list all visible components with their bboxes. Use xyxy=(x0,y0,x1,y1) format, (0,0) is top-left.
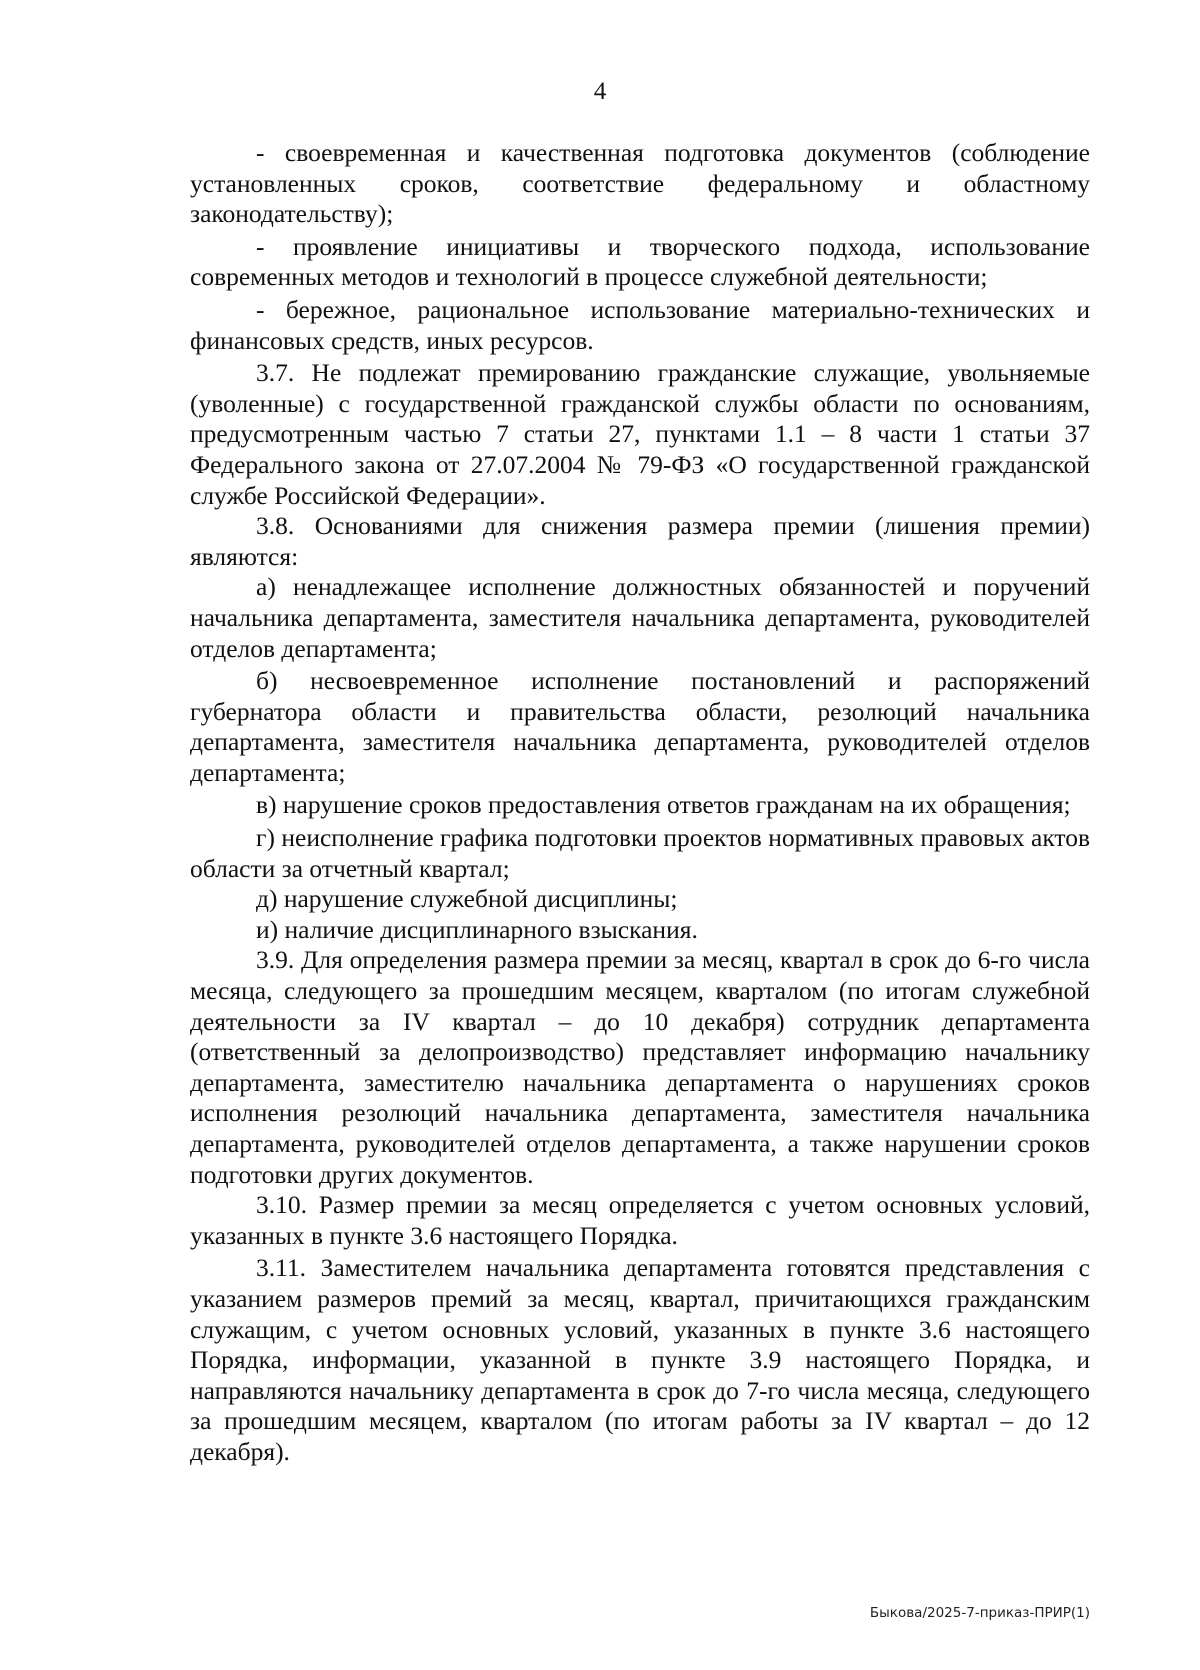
paragraph-3-8-b: б) несвоевременное исполнение постановлений и распоряжений губернатора области и правительства области, резолюций начальника департамента, заместителя начальника департамента, руководителей отделов департамента; xyxy=(190,666,1090,787)
paragraph-3-8: 3.8. Основаниями для снижения размера премии (лишения премии) являются: xyxy=(190,511,1090,571)
paragraph-careful-use: - бережное, рациональное использование материально-технических и финансовых средств, иных ресурсов. xyxy=(190,294,1090,355)
paragraph-3-11: 3.11. Заместителем начальника департамента готовятся представления с указанием размеров премий за месяц, квартал, причитающихся гражданским служащим, с учетом основных условий, указанных в пункте 3.6 настоящего Порядка, информации, указанной в пункте 3.9 настоящего Порядка, и направляются начальнику департамента в срок до 7-го числа месяца, следующего за прошедшим месяцем, кварталом (по итогам работы за IV квартал – до 12 декабря). xyxy=(190,1253,1090,1466)
paragraph-3-8-i: и) наличие дисциплинарного взыскания. xyxy=(256,914,698,944)
paragraph-3-8-a: а) ненадлежащее исполнение должностных обязанностей и поручений начальника департамента, заместителя начальника департамента, руководителей отделов департамента; xyxy=(190,572,1090,663)
paragraph-3-8-g: г) неисполнение графика подготовки проектов нормативных правовых актов области за отчетный квартал; xyxy=(190,823,1090,883)
document-body xyxy=(190,138,1090,1468)
paragraph-3-8-v: в) нарушение сроков предоставления ответов гражданам на их обращения; xyxy=(256,790,1071,820)
paragraph-3-10: 3.10. Размер премии за месяц определяется с учетом основных условий, указанных в пункте 3.6 настоящего Порядка. xyxy=(190,1190,1090,1250)
paragraph-3-7: 3.7. Не подлежат премированию гражданские служащие, увольняемые (уволенные) с государственной гражданской службы области по основаниям, предусмотренным частью 7 статьи 27, пунктами 1.1 – 8 части 1 статьи 37 Федерального закона от 27.07.2004 № 79-ФЗ «О государственной гражданской службе Российской Федерации». xyxy=(190,358,1090,510)
paragraph-timely-preparation: - своевременная и качественная подготовка документов (соблюдение установленных сроков, соответствие федеральному и областному законодательству); xyxy=(190,138,1090,229)
paragraph-3-9: 3.9. Для определения размера премии за месяц, квартал в срок до 6-го числа месяца, следующего за прошедшим месяцем, кварталом (по итогам служебной деятельности за IV квартал – до 10 декабря) сотрудник департамента (ответственный за делопроизводство) представляет информацию начальнику департамента, заместителю начальника департамента о нарушениях сроков исполнения резолюций начальника департамента, заместителя начальника департамента, руководителей отделов департамента, а также нарушении сроков подготовки других документов. xyxy=(190,945,1090,1189)
paragraph-initiative: - проявление инициативы и творческого подхода, использование современных методов и технологий в процессе служебной деятельности; xyxy=(190,231,1090,292)
document-footer-id: Быкова/2025-7-приказ-ПРИР(1) xyxy=(869,1605,1090,1621)
paragraph-3-8-d: д) нарушение служебной дисциплины; xyxy=(256,884,678,914)
page-number: 4 xyxy=(593,78,607,105)
